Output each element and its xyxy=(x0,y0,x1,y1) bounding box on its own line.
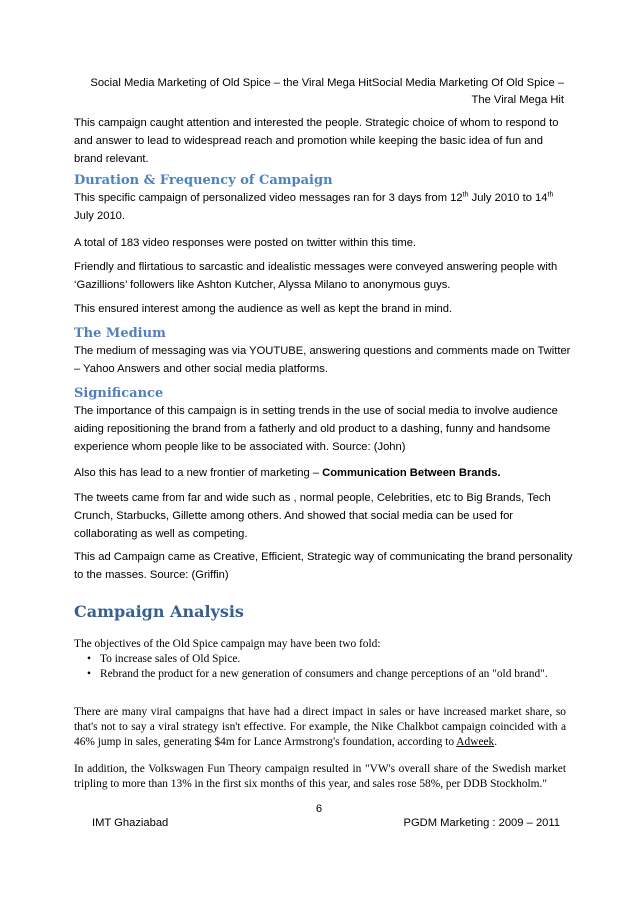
bullet-icon: • xyxy=(87,668,91,680)
duration-paragraph-2-block xyxy=(74,234,574,252)
medium-section xyxy=(74,326,574,378)
analysis-section xyxy=(74,637,566,682)
list-item: • Rebrand the product for a new generation of consumers and change perceptions of an "old brand". xyxy=(87,668,548,680)
analysis-paragraph-2-block xyxy=(74,705,566,750)
communication-between-brands-text: Communication Between Brands. xyxy=(322,467,501,479)
adweek-link[interactable]: Adweek xyxy=(456,736,495,748)
medium-heading: The Medium xyxy=(74,326,166,341)
duration-heading: Duration & Frequency of Campaign xyxy=(74,173,333,188)
duration-paragraph-4: This ensured interest among the audience as well as kept the brand in mind. xyxy=(74,303,453,315)
significance-heading: Significance xyxy=(74,386,164,401)
significance-paragraph-4: This ad Campaign came as Creative, Efficient, Strategic way of communicating the brand personality to the masses. Source: (Griffin) xyxy=(74,551,573,581)
campaign-analysis-heading: Campaign Analysis xyxy=(74,602,244,621)
list-item: • To increase sales of Old Spice. xyxy=(87,653,241,665)
bullet-icon: • xyxy=(87,653,91,665)
medium-paragraph: The medium of messaging was via YOUTUBE, answering questions and comments made on Twitter – Yahoo Answers and other social media platforms. xyxy=(74,345,571,375)
duration-paragraph-4-block xyxy=(74,300,574,318)
running-header: Social Media Marketing of Old Spice – the Viral Mega HitSocial Media Marketing Of Old Spice – The Viral Mega Hit xyxy=(90,77,564,106)
intro-paragraph: This campaign caught attention and interested the people. Strategic choice of whom to respond to and answer to lead to widespread reach and promotion while keeping the basic idea of fun and brand relevant. xyxy=(74,117,559,165)
analysis-heading-block xyxy=(74,602,574,622)
significance-paragraph-2: Also this has lead to a new frontier of marketing – Communication Between Brands. xyxy=(74,467,501,479)
intro-section xyxy=(74,114,574,168)
analysis-paragraph-3-block xyxy=(74,762,566,792)
duration-paragraph-3: Friendly and flirtatious to sarcastic and idealistic messages were conveyed answering people with ‘Gazillions’ followers like Ashton Kutcher, Alyssa Milano to anonymous guys. xyxy=(74,261,558,291)
duration-paragraph-2: A total of 183 video responses were posted on twitter within this time. xyxy=(74,237,417,249)
page-number: 6 xyxy=(315,803,323,815)
analysis-paragraph-2: There are many viral campaigns that have had a direct impact in sales or have increased market share, so that's not to say a viral strategy isn't effective. For example, the Nike Chalkbot campaign coincided with a 46% jump in sales, generating $4m for Lance Armstrong's foundation, according to Adweek. xyxy=(74,706,566,748)
duration-paragraph-3-block xyxy=(74,258,574,294)
duration-section xyxy=(74,173,574,225)
significance-paragraph-3-block xyxy=(74,489,574,543)
footer-right: PGDM Marketing : 2009 – 2011 xyxy=(403,817,560,829)
footer-left: IMT Ghaziabad xyxy=(92,817,169,829)
analysis-paragraph-1: The objectives of the Old Spice campaign may have been two fold: xyxy=(74,638,381,650)
significance-paragraph-2-block xyxy=(74,464,574,482)
duration-paragraph-1: This specific campaign of personalized video messages ran for 3 days from 12th July 2010 to 14th July 2010. xyxy=(74,191,554,222)
significance-paragraph-1: The importance of this campaign is in setting trends in the use of social media to involve audience aiding repositioning the brand from a fatherly and old product to a dashing, funny and handsome experience whom people like to be associated with. Source: (John) xyxy=(74,405,558,453)
significance-paragraph-3: The tweets came from far and wide such as , normal people, Celebrities, etc to Big Brands, Tech Crunch, Starbucks, Gillette among others. And showed that social media can be used for collaborating as well as competing. xyxy=(74,492,551,540)
analysis-paragraph-3: In addition, the Volkswagen Fun Theory campaign resulted in "VW's overall share of the Swedish market tripling to more than 13% in the first six months of this year, and sales rose 58%, per DDB Stockholm." xyxy=(74,763,566,790)
significance-section xyxy=(74,386,574,456)
objectives-list xyxy=(74,652,566,682)
significance-paragraph-4-block xyxy=(74,548,574,584)
